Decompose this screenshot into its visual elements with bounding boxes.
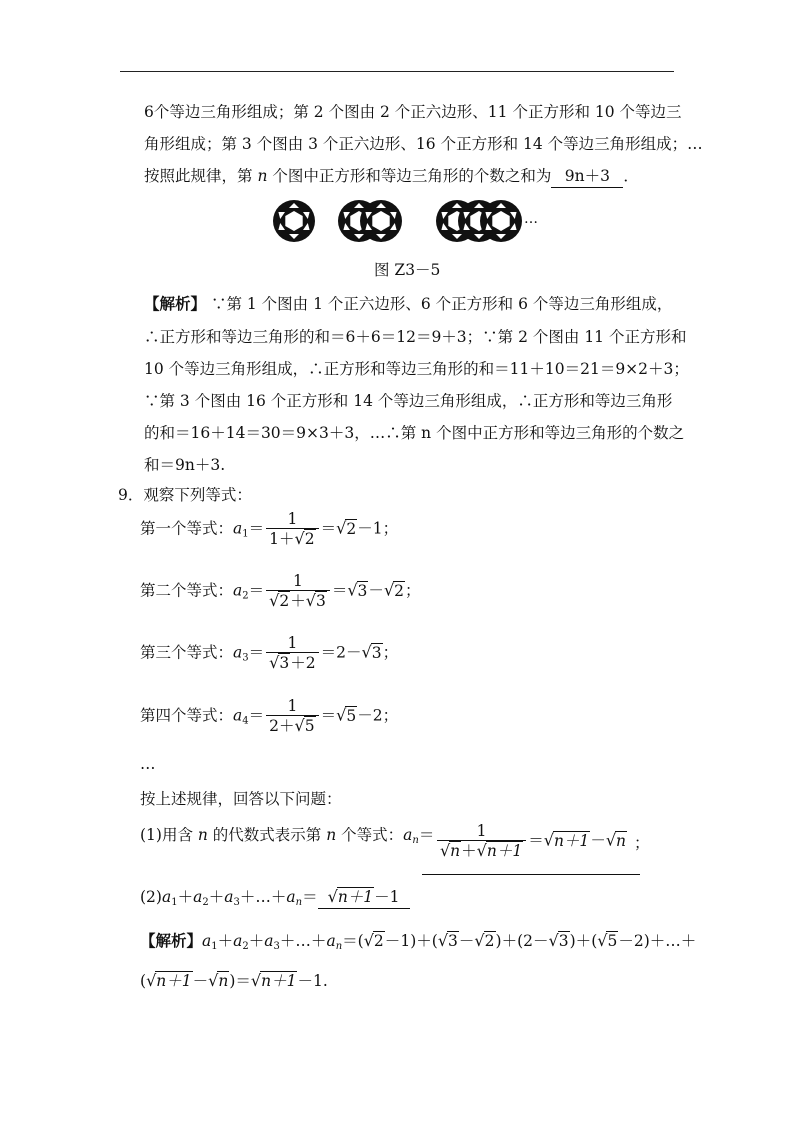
analysis8-line-5: 的和＝16＋14＝30＝9×3＋3，…∴第 n 个图中正方形和等边三角形的个数之: [144, 424, 685, 442]
equation-2: 第二个等式：$a_2=$ $\frac{1}{√2+√3}$ ＝√3－√2；: [140, 572, 421, 610]
analysis9-line-1: 【解析】$a_1+a_2+a_3+\dots+a_n=(√2-1)+(√3-√2)+(2-√3)+(√5-2)+\dots+$: [140, 931, 697, 952]
q9-part-2: $(2)a_1+a_2+a_3+\dots+a_n= √n+1-1$: [140, 886, 410, 914]
p8-line-1: 6个等边三角形组成；第 2 个图由 2 个正六边形、11 个正方形和 10 个等边三: [144, 103, 682, 121]
p8-line-2: 角形组成；第 3 个图由 3 个正六边形、16 个正方形和 14 个等边三角形组成；…: [144, 135, 703, 153]
answer-blank-9-2: √n＋1－1: [318, 886, 410, 909]
q9-dots: …: [140, 755, 156, 773]
answer-blank-9-1: $\frac{1}{√n+√n+1}$ ＝√n＋1－√n: [422, 822, 640, 875]
q9-intro: 按上述规律，回答以下问题：: [140, 790, 342, 808]
header-rule: [120, 71, 674, 72]
answer-blank-8: 9n＋3: [551, 165, 623, 188]
q9-title: 9．观察下列等式：: [118, 486, 252, 504]
p8-line-3: 按照此规律，第 n 个图中正方形和等边三角形的个数之和为 9n＋3 ．: [144, 165, 639, 188]
analysis8-line-3: 10 个等边三角形组成，∴正方形和等边三角形的和＝11＋10＝21＝9×2＋3；: [144, 360, 689, 378]
analysis8-line-1: 【解析】 ∵第 1 个图由 1 个正六边形、6 个正方形和 6 个等边三角形组成，: [144, 294, 673, 313]
analysis9-line-2: (√n＋1－√n)＝√n＋1－1.: [140, 971, 328, 990]
equation-4: 第四个等式：$a_4=$ $\frac{1}{2+√5}$ ＝√5－2；: [140, 697, 399, 735]
analysis8-line-4: ∵第 3 个图由 16 个正方形和 14 个等边三角形组成，∴正方形和等边三角形: [144, 392, 673, 410]
equation-1: 第一个等式：$a_1=$ $\frac{1}{1+√2}$ ＝√2－1；: [140, 510, 399, 548]
equation-3: 第三个等式：$a_3=$ $\frac{1}{√3+2}$ ＝2－√3；: [140, 634, 399, 672]
q9-part-1: (1)用含 n 的代数式表示第 n 个等式：$a_n=$: [140, 826, 435, 846]
figure-caption: 图 Z3－5: [374, 261, 441, 279]
q9-part-1-semicolon: ；: [634, 834, 650, 852]
pattern-2: [338, 200, 402, 242]
analysis8-line-6: 和＝9n＋3.: [144, 456, 226, 474]
analysis8-line-2: ∴正方形和等边三角形的和＝6＋6＝12＝9＋3；∵第 2 个图由 11 个正方形和: [144, 328, 687, 346]
pattern-1: [273, 200, 315, 242]
pattern-3: [436, 200, 522, 242]
